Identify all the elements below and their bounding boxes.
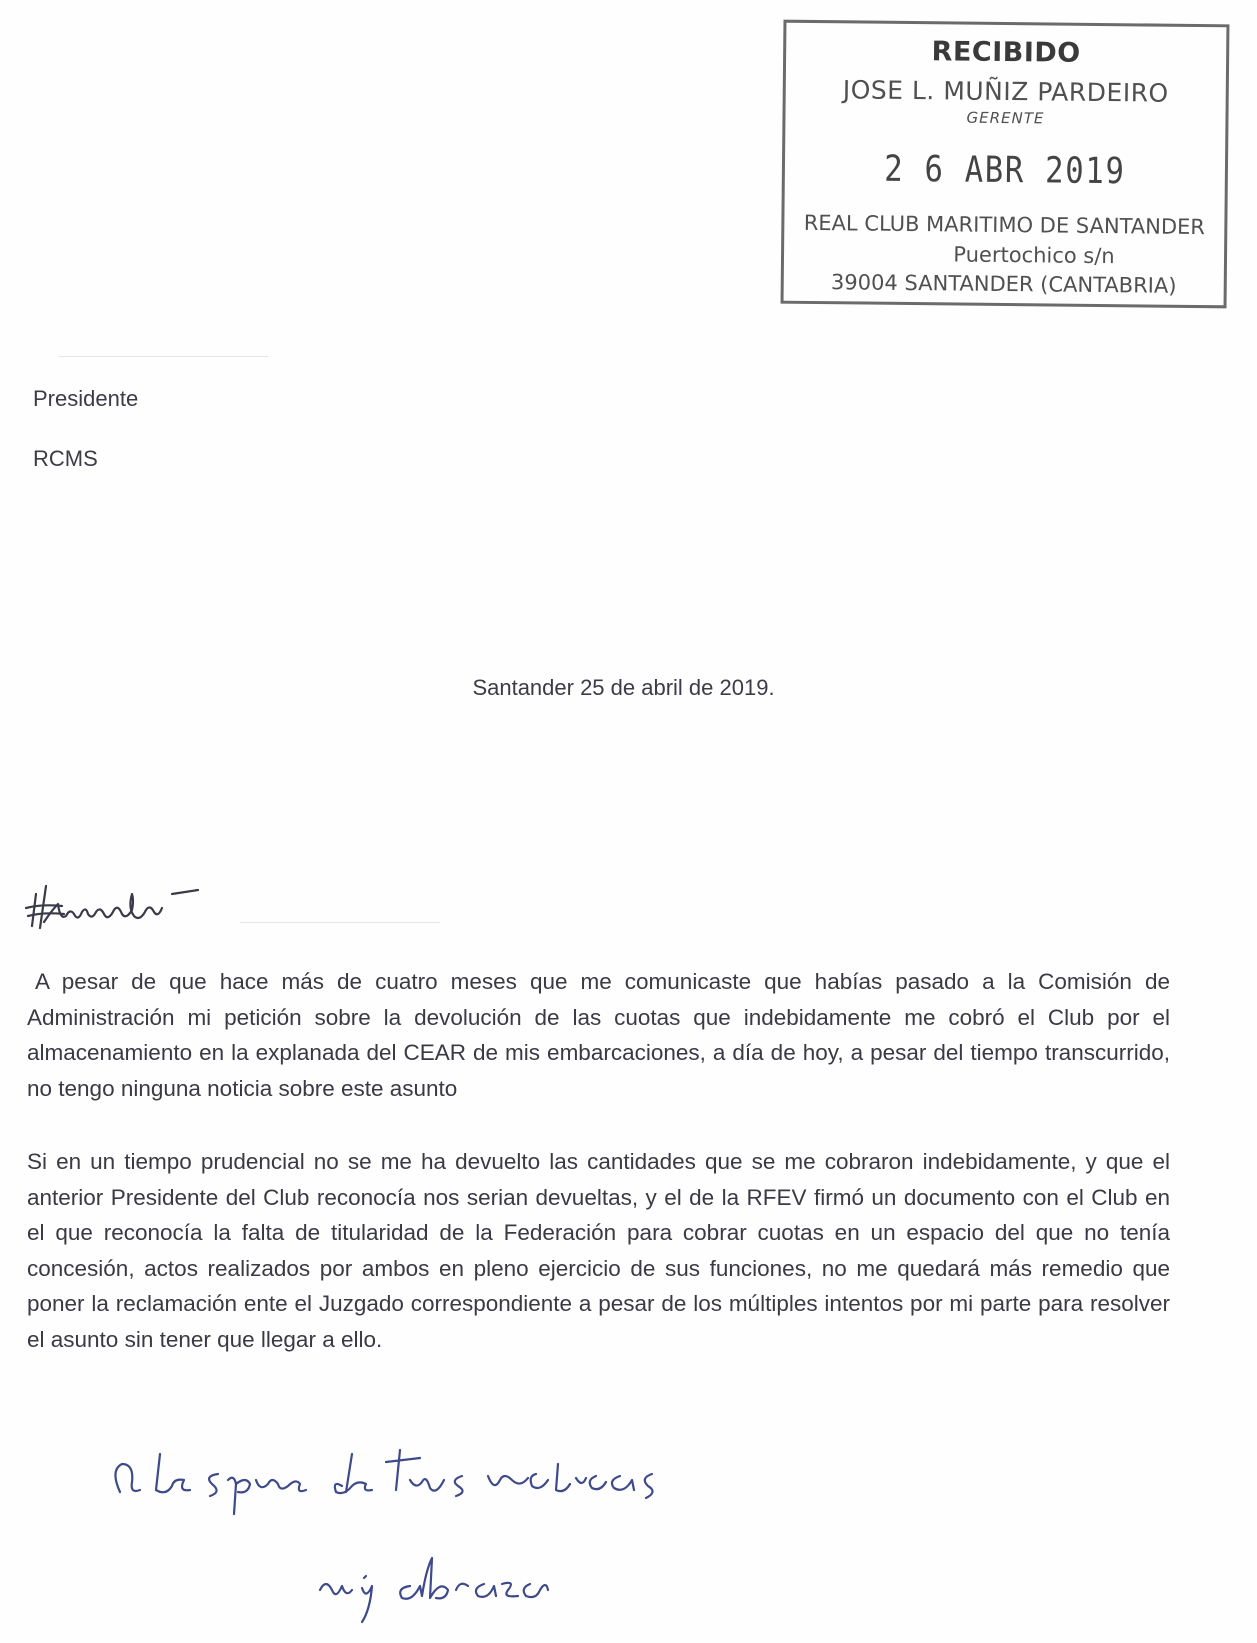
received-stamp [781,20,1230,309]
stamp-date: 2 6 ABR 2019 [883,148,1126,193]
stamp-city: 39004 SANTANDER (CANTABRIA) [830,270,1177,298]
faint-line [240,922,440,923]
addressee-org: RCMS [33,446,98,471]
handwritten-closing-note [100,1440,720,1640]
faint-line [58,356,268,357]
body-paragraph-2: Si en un tiempo prudencial no se me ha devuelto las cantidades que se me cobraron indebidamente, y que el anterior Presidente del Club reconocía nos serian devueltas, y el de la RFEV firmó un documento con el Club en el que reconocía la falta de titularidad de la Federación para cobrar cuotas en un espacio del que no tenía concesión, actos realizados por ambos en pleno ejercicio de sus funciones, no me quedará más remedio que poner la reclamación ente el Juzgado correspondiente a pesar de los múltiples intentos por mi parte para resolver el asunto sin tener que llegar a ello. [27,1149,1170,1352]
addressee-title: Presidente [33,386,139,411]
stamp-role: GERENTE [966,108,1045,128]
date-line [0,675,1257,701]
stamp-street: Puertochico s/n [953,242,1115,269]
stamp-name: JOSE L. MUÑIZ PARDEIRO [842,75,1169,108]
stamp-title: RECIBIDO [931,36,1081,69]
stamp-club: REAL CLUB MARITIMO DE SANTANDER [803,210,1206,240]
body-paragraph-1: A pesar de que hace más de cuatro meses que me comunicaste que habías pasado a la Comisión de Administración mi petición sobre la devolución de las cuotas que indebidamente me cobró el Club por el almacenamiento en la explanada del CEAR de mis embarcaciones, a día de hoy, a pesar del tiempo transcurrido, no tengo ninguna noticia sobre este asunto [27,969,1170,1101]
date-line-text: Santander 25 de abril de 2019. [472,675,775,700]
signature-mark [22,864,232,934]
